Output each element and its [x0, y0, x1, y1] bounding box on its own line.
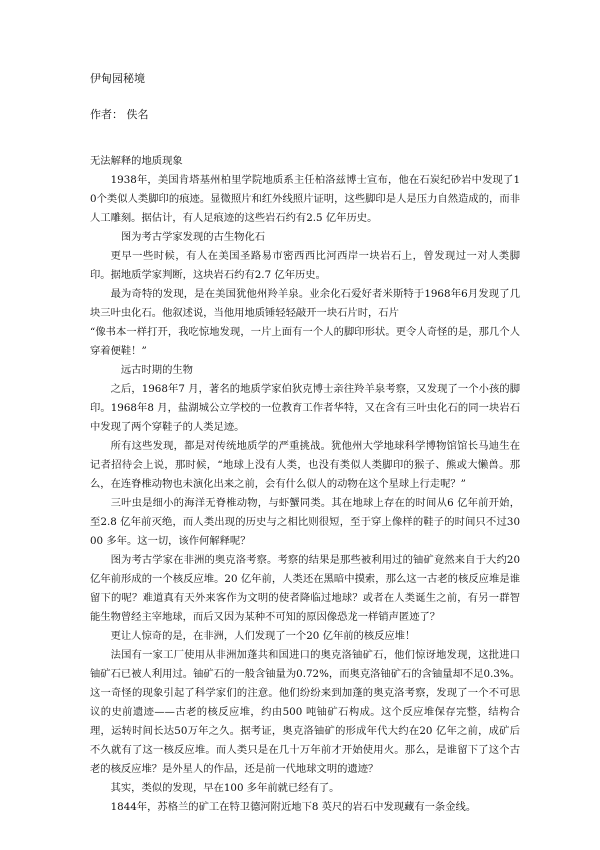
document-title: 伊甸园秘境 [90, 72, 145, 85]
paragraph: 三叶虫是细小的海洋无脊椎动物，与虾蟹同类。其在地球上存在的时间从6 亿年前开始，至2.8 亿年前灭绝，而人类出现的历史与之相比则很短，至于穿上像样的鞋子的时间只不过3000 多年。这一切，该作何解释呢？ [90, 497, 520, 547]
paragraph: 1938年，美国肯塔基州柏里学院地质系主任柏洛兹博士宣布，他在石炭纪砂岩中发现了10个类似人类脚印的痕迹。显微照片和红外线照片证明，这些脚印是人是压力自然造成的，而非人工雕刻。据估计，有人足痕迹的这些岩石约有2.5 亿年历史。 [90, 174, 520, 224]
paragraph: 1844年，苏格兰的矿工在特卫德河附近地下8 英尺的岩石中发现藏有一条金线。 [110, 801, 477, 813]
article-body [90, 152, 520, 817]
paragraph-quote: “像书本一样打开，我吃惊地发现，一片上面有一个人的脚印形状。更令人奇怪的是，那几个人穿着便鞋！” [90, 326, 520, 357]
paragraph: 法国有一家工厂使用从非洲加蓬共和国进口的奥克洛铀矿石，他们惊讶地发现，这批进口铀矿石已被人利用过。铀矿石的一般含铀量为0.72%，而奥克洛铀矿石的含铀量却不足0.3%。这一奇怪的现象引起了科学家们的注意。他们纷纷来到加蓬的奥克洛考察，发现了一个不可思议的史前遗迹——古老的核反应堆，约由500 吨铀矿石构成。这个反应堆保存完整，结构合理，运转时间长达50万年之久。据考证，奥克洛铀矿的形成年代大约在20 亿年之前，成矿后不久就有了这一核反应堆。而人类只是在几十万年前才开始使用火。那么，是谁留下了这个古老的核反应堆？是外星人的作品，还是前一代地球文明的遗迹？ [90, 649, 520, 775]
paragraph: 更让人惊奇的是，在非洲，人们发现了一个20 亿年前的核反应堆！ [110, 630, 416, 642]
paragraph: 最为奇特的发现，是在美国犹他州羚羊泉。业余化石爱好者米斯特于1968年6月发现了几块三叶虫化石。他叙述说，当他用地质锤轻轻敲开一块石片时，石片 [90, 288, 520, 319]
image-caption: 图为考古学家发现的古生物化石 [120, 231, 266, 243]
paragraph: 所有这些发现，都是对传统地质学的严重挑战。犹他州大学地球科学博物馆馆长马迪生在记者招待会上说，那时候，“地球上没有人类，也没有类似人类脚印的猴子、熊或大懒兽。那么，在连脊椎动物也未演化出来之前，会有什么似人的动物在这个星球上行走呢？” [90, 440, 520, 490]
paragraph: 之后，1968年7 月，著名的地质学家伯狄克博士亲往羚羊泉考察，又发现了一个小孩的脚印。1968年8 月，盐湖城公立学校的一位教育工作者华特，又在含有三叶虫化石的同一块岩石中发现了两个穿鞋子的人类足迹。 [90, 383, 520, 433]
image-caption: 远古时期的生物 [120, 364, 193, 376]
section-heading: 无法解释的地质现象 [90, 155, 183, 167]
document-author: 作者： 佚名 [90, 108, 149, 121]
paragraph: 更早一些时候，有人在美国圣路易市密西西比河西岸一块岩石上，曾发现过一对人类脚印。据地质学家判断，这块岩石约有2.7 亿年历史。 [90, 250, 520, 281]
paragraph: 其实，类似的发现，早在100 多年前就已经有了。 [110, 782, 340, 794]
paragraph: 图为考古学家在非洲的奥克洛考察。考察的结果是那些被利用过的铀矿竟然来自于大约20 亿年前形成的一个核反应堆。20 亿年前，人类还在黑暗中摸索，那么这一古老的核反应堆是谁留下的呢？难道真有天外来客作为文明的使者降临过地球？或者在人类诞生之前，有另一群智能生物曾经主宰地球，而后又因为某种不可知的原因像恐龙一样销声匿迹了？ [90, 554, 520, 623]
